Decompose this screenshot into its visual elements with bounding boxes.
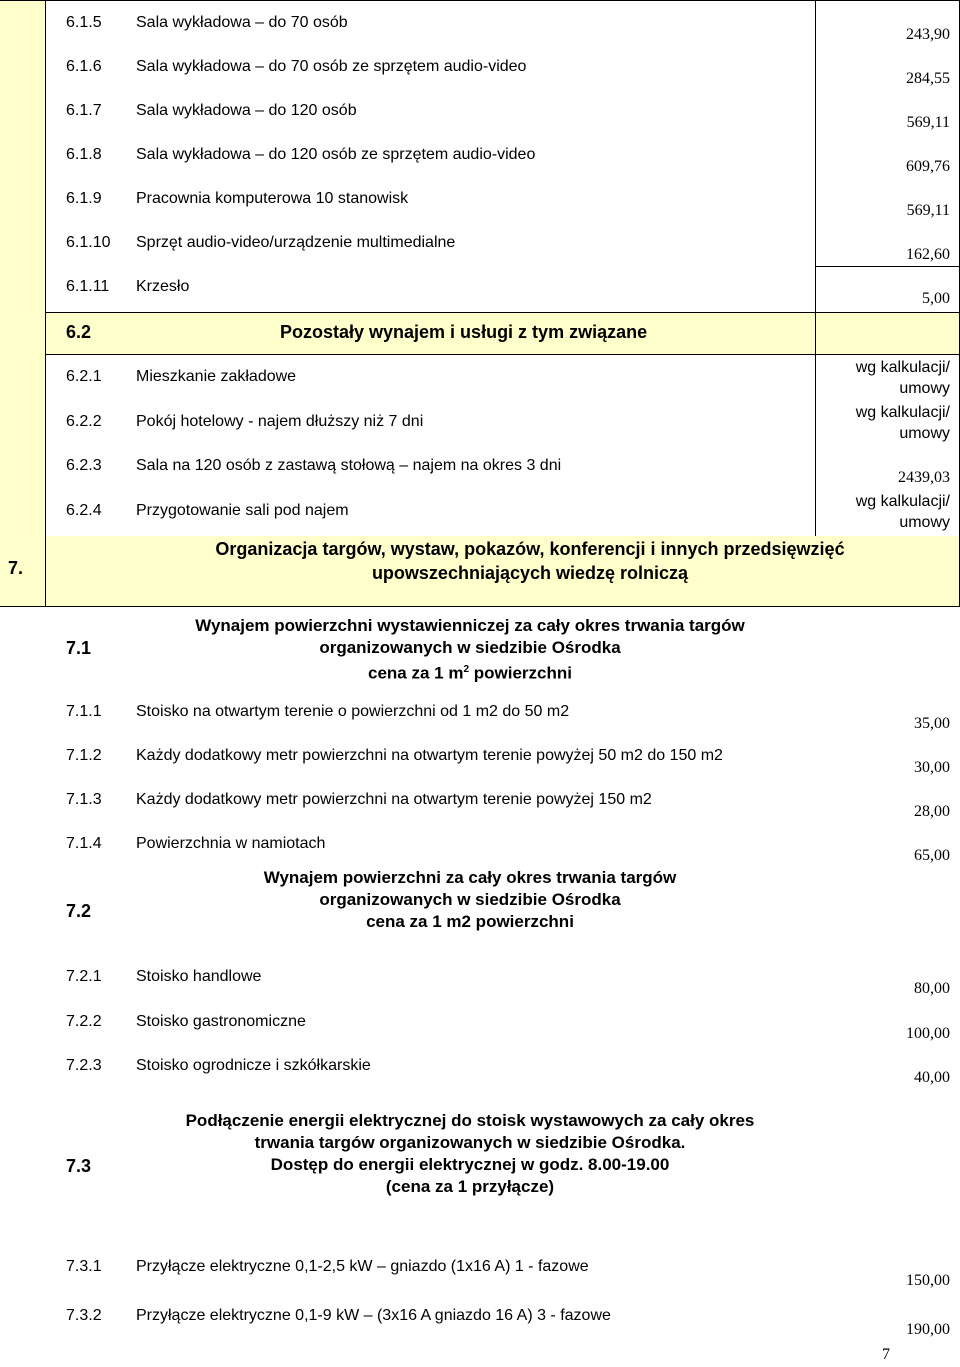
row-value: 80,00: [914, 980, 950, 997]
row-description: Stoisko ogrodnicze i szkółkarskie: [136, 1057, 371, 1074]
row-number: 7.2.2: [66, 1013, 102, 1030]
row-number: 7.2.3: [66, 1057, 102, 1074]
row-value: 5,00: [922, 290, 950, 307]
row-number: 7.1.3: [66, 791, 102, 808]
row-description: Stoisko na otwartym terenie o powierzchni od 1 m2 do 50 m2: [136, 703, 570, 720]
title-line: organizowanych w siedzibie Ośrodka: [319, 638, 621, 657]
row-number: 7.1.1: [66, 703, 102, 720]
row-description: Sala na 120 osób z zastawą stołową – najem na okres 3 dni: [136, 457, 562, 474]
band-62-bottom-rule: [46, 354, 960, 355]
row-description: Sala wykładowa – do 120 osób: [136, 102, 357, 119]
title-line: Podłączenie energii elektrycznej do stoisk wystawowych za cały okres: [185, 1111, 755, 1130]
section-7-title: [120, 537, 940, 585]
section-7-3-number: 7.3: [66, 1156, 92, 1176]
row-description: Przygotowanie sali pod najem: [136, 502, 349, 519]
row-number: 6.2.2: [66, 413, 102, 430]
value-line: wg kalkulacji/: [855, 493, 950, 510]
value-line: wg kalkulacji/: [855, 359, 950, 376]
title-line: Dostęp do energii elektrycznej w godz. 8.00-19.00: [270, 1155, 670, 1174]
row-value: 65,00: [914, 847, 950, 864]
section-7-2-number: 7.2: [66, 901, 92, 921]
page-number: 7: [882, 1346, 890, 1363]
value-line: umowy: [899, 380, 950, 397]
row-value: 284,55: [906, 70, 950, 87]
row-number: 6.1.10: [66, 234, 111, 251]
row-value: 35,00: [914, 715, 950, 732]
row-description: Powierzchnia w namiotach: [136, 835, 326, 852]
section-7-label: 7.: [8, 558, 24, 578]
row-description: Przyłącze elektryczne 0,1-9 kW – (3x16 A gniazdo 16 A) 3 - fazowe: [136, 1307, 611, 1324]
row-value: 28,00: [914, 803, 950, 820]
row-value: 162,60: [906, 246, 950, 263]
top-rule: [0, 0, 960, 1]
row-value: [856, 357, 950, 399]
row-number: 6.2.3: [66, 457, 102, 474]
row-value: 100,00: [906, 1025, 950, 1042]
band-62-top-rule: [46, 312, 960, 313]
title-line: Wynajem powierzchni wystawienniczej za cały okres trwania targów: [195, 616, 745, 635]
section-7-3-title: [130, 1110, 810, 1198]
title-line: Wynajem powierzchni za cały okres trwania targów: [263, 868, 677, 887]
row-value: 569,11: [906, 114, 950, 131]
row-value: 30,00: [914, 759, 950, 776]
row-description: Sala wykładowa – do 70 osób: [136, 14, 348, 31]
value-line: umowy: [899, 425, 950, 442]
value-rule: [816, 266, 960, 267]
title-line: trwania targów organizowanych w siedzibie Ośrodka.: [254, 1133, 686, 1152]
row-value: 190,00: [906, 1321, 950, 1338]
row-description: Pokój hotelowy - najem dłuższy niż 7 dni: [136, 413, 424, 430]
row-number: 6.1.8: [66, 146, 102, 163]
row-description: Sala wykładowa – do 70 osób ze sprzętem audio-video: [136, 58, 527, 75]
row-description: Pracownia komputerowa 10 stanowisk: [136, 190, 409, 207]
section-7-column: [0, 0, 46, 607]
row-value: [856, 491, 950, 533]
row-number: 6.1.5: [66, 14, 102, 31]
row-number: 6.1.11: [66, 278, 110, 295]
row-description: Przyłącze elektryczne 0,1-2,5 kW – gniazdo (1x16 A) 1 - fazowe: [136, 1258, 589, 1275]
section-number: 6.2: [66, 322, 92, 342]
section-7-bottom-rule: [0, 606, 960, 607]
title-line: cena za 1 m2 powierzchni: [366, 912, 574, 931]
section-title: Pozostały wynajem i usługi z tym związane: [280, 322, 648, 342]
title-line: upowszechniających wiedzę rolniczą: [371, 563, 689, 583]
superscript: 2: [463, 664, 470, 675]
row-number: 6.2.1: [66, 368, 102, 385]
row-description: Krzesło: [136, 278, 190, 295]
title-line: [150, 659, 790, 685]
row-number: 7.1.2: [66, 747, 102, 764]
title-line: (cena za 1 przyłącze): [385, 1177, 555, 1196]
row-number: 7.2.1: [66, 968, 102, 985]
row-number: 7.3.2: [66, 1307, 102, 1324]
row-number: 7.1.4: [66, 835, 102, 852]
row-value: 150,00: [906, 1272, 950, 1289]
row-description: Stoisko handlowe: [136, 968, 262, 985]
row-value: 2439,03: [898, 469, 950, 486]
title-text: powierzchni: [469, 663, 572, 683]
row-value: [856, 402, 950, 444]
row-description: Każdy dodatkowy metr powierzchni na otwartym terenie powyżej 150 m2: [136, 791, 652, 808]
row-number: 6.1.9: [66, 190, 102, 207]
row-value: 569,11: [906, 202, 950, 219]
row-description: Sprzęt audio-video/urządzenie multimedialne: [136, 234, 456, 251]
title-line: organizowanych w siedzibie Ośrodka: [319, 890, 621, 909]
value-line: umowy: [899, 514, 950, 531]
row-number: 6.1.6: [66, 58, 102, 75]
section-7-1-title: [150, 615, 790, 685]
row-number: 6.2.4: [66, 502, 102, 519]
value-line: wg kalkulacji/: [855, 404, 950, 421]
row-value: 609,76: [906, 158, 950, 175]
row-description: Każdy dodatkowy metr powierzchni na otwartym terenie powyżej 50 m2 do 150 m2: [136, 747, 723, 764]
title-text: cena za 1 m: [368, 663, 464, 683]
title-line: Organizacja targów, wystaw, pokazów, konferencji i innych przedsięwzięć: [215, 539, 845, 559]
row-description: Sala wykładowa – do 120 osób ze sprzętem audio-video: [136, 146, 536, 163]
row-value: 243,90: [906, 26, 950, 43]
section-7-2-title: [150, 867, 790, 933]
row-number: 6.1.7: [66, 102, 102, 119]
value-column-divider: [815, 0, 816, 536]
row-description: Stoisko gastronomiczne: [136, 1013, 306, 1030]
row-description: Mieszkanie zakładowe: [136, 368, 297, 385]
row-value: 40,00: [914, 1069, 950, 1086]
row-number: 7.3.1: [66, 1258, 102, 1275]
section-7-1-number: 7.1: [66, 638, 92, 658]
